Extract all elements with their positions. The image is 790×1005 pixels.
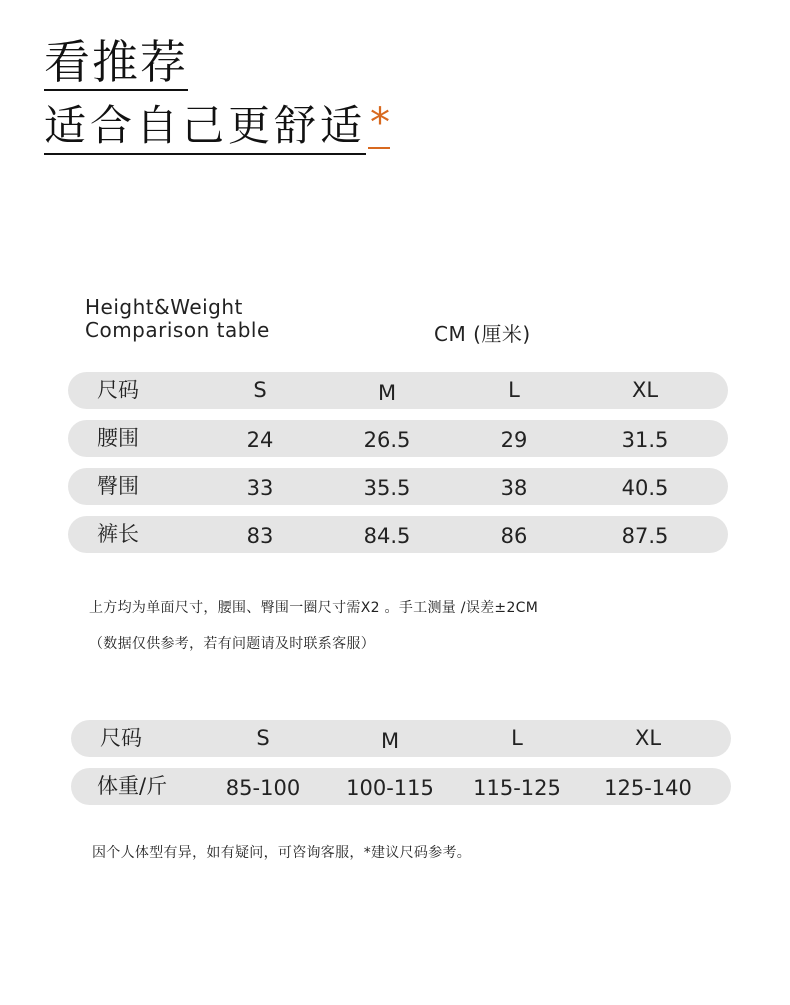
table-cell: 33 [246,476,274,500]
table-cell: 83 [246,524,274,548]
row-label: 体重/斤 [97,774,168,798]
headline-comfort-text: 适合自己更舒适 [44,100,366,155]
row-label: 裤长 [97,522,139,546]
table-cell: M [380,729,400,753]
table-cell: 26.5 [363,428,411,452]
table-cell: L [511,726,523,750]
asterisk-mark: * [368,100,390,149]
table-cell: 86 [500,524,528,548]
table-cell: 35.5 [363,476,411,500]
size-table-row-length [68,516,728,553]
table-cell: S [253,378,267,402]
unit-label: CM (厘米) [434,322,531,346]
table-cell: 24 [246,428,274,452]
table-cell: 100-115 [346,776,434,800]
size-table-row-hip [68,468,728,505]
table-cell: S [256,726,270,750]
headline-recommend [44,36,188,91]
headline-comfort [44,100,390,155]
table-cell: 85-100 [225,776,301,800]
reference-note: （数据仅供参考，若有问题请及时联系客服） [89,636,375,652]
table-cell: 87.5 [621,524,669,548]
table-cell: 84.5 [363,524,411,548]
table-subtitle [85,296,270,342]
measurement-note: 上方均为单面尺寸，腰围、臀围一圈尺寸需X2 。手工测量 /误差±2CM [89,600,539,616]
size-table-header-row [68,372,728,409]
row-label: 尺码 [97,378,139,402]
table-cell: XL [634,726,662,750]
headline-recommend-text: 看推荐 [44,35,188,89]
row-label: 尺码 [100,726,142,750]
table-cell: 40.5 [621,476,669,500]
table-cell: XL [631,378,659,402]
weight-table-row [71,768,731,805]
row-label: 腰围 [97,426,139,450]
table-cell: L [508,378,520,402]
table-cell: 38 [500,476,528,500]
table-cell: 125-140 [604,776,692,800]
subtitle-line-2: Comparison table [85,318,270,342]
table-cell: 115-125 [473,776,561,800]
weight-table-header-row [71,720,731,757]
table-cell: 31.5 [621,428,669,452]
table-cell: M [377,381,397,405]
size-table-row-waist [68,420,728,457]
table-cell: 29 [500,428,528,452]
sizing-advice-note: 因个人体型有异，如有疑问，可咨询客服，*建议尺码参考。 [92,845,472,861]
row-label: 臀围 [97,474,139,498]
subtitle-line-1: Height&Weight [85,295,243,319]
